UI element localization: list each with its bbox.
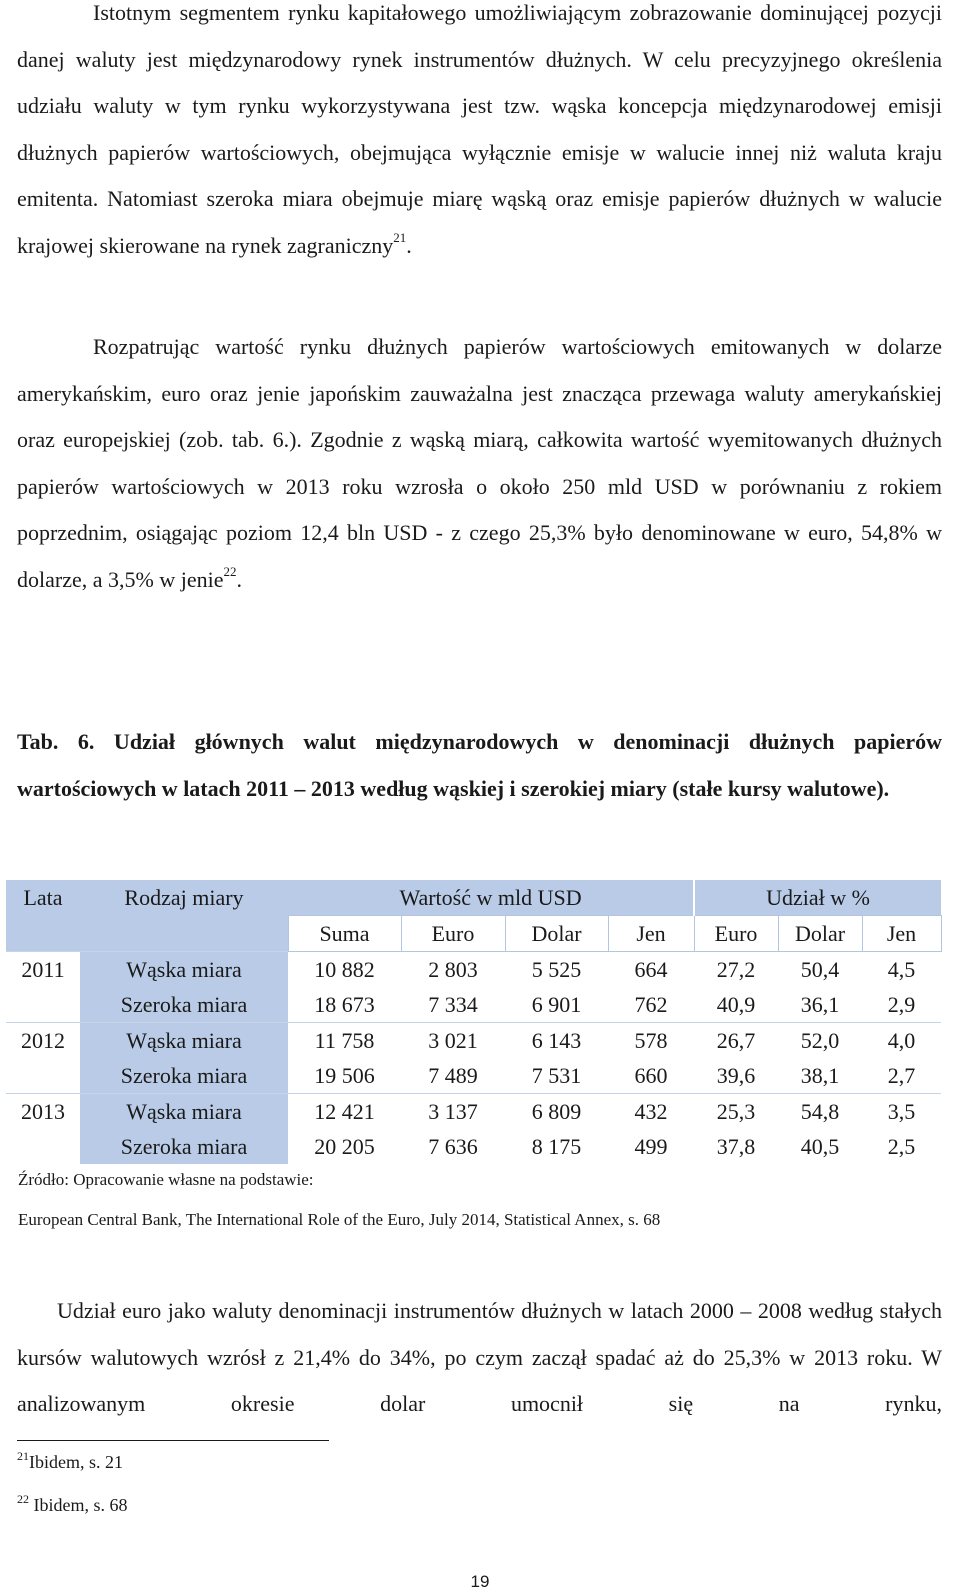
table-row [6,1058,941,1094]
footnote-number: 22 [17,1492,29,1506]
table-cell: 432 [608,1094,694,1130]
table-cell: 7 334 [428,992,478,1017]
table-cell: 2,7 [887,1063,916,1088]
table-cell: 6 143 [505,1023,608,1059]
table-cell: 19 506 [314,1063,375,1088]
table-cell: 660 [634,1063,668,1088]
table-cell: 664 [608,952,694,988]
paragraph-intro [17,0,942,269]
table-source-label: Źródło: Opracowanie własne na podstawie: [18,1170,314,1189]
footnote-text: Ibidem, s. 21 [29,1452,123,1472]
footnote-text: Ibidem, s. 68 [33,1495,128,1515]
table-cell: 40,5 [800,1134,840,1159]
table-cell: 54,8 [778,1094,862,1130]
subheader-cell: Euro [401,916,505,952]
currency-share-table [6,880,942,1164]
header-rodzaj-filler [80,916,288,952]
table-cell: 36,1 [800,992,840,1017]
cell-year [6,1129,80,1164]
table-cell: 12 421 [288,1094,401,1130]
table-cell: 4,0 [862,1023,941,1059]
table-cell: 11 758 [288,1023,401,1059]
header-lata-filler [6,916,80,952]
paragraph-euro-share-text: Udział euro jako waluty denominacji instrumentów dłużnych w latach 2000 – 2008 według stałych kursów walutowych wzrósł z 21,4% do 34%, po czym zaczął spadać aż do 25,3% w 2013 roku. W analizowanym okresie dolar umocnił się na rynku, [17,1298,942,1416]
table-row [6,952,941,988]
cell-year: 2012 [6,1023,80,1059]
cell-measure: Wąska miara [80,1094,288,1130]
table-cell: 26,7 [694,1023,778,1059]
table-cell: 3,5 [862,1094,941,1130]
subheader-cell: Jen [862,916,941,952]
table-cell: 499 [634,1134,668,1159]
cell-year: 2013 [6,1094,80,1130]
table-cell: 6 901 [531,992,582,1017]
paragraph-analysis [17,324,942,603]
footnote-ref-21[interactable]: 21 [393,229,407,245]
table-cell: 50,4 [778,952,862,988]
table-cell: 20 205 [314,1134,375,1159]
table-cell: 2,9 [887,992,916,1017]
table-body [6,952,941,1165]
footnote-21 [17,1449,123,1473]
table-caption: Tab. 6. Udział głównych walut międzynarodowych w denominacji dłużnych papierów wartościowych w latach 2011 – 2013 według wąskiej i szerokiej miary (stałe kursy walutowe). [17,729,942,801]
subheader-cell: Jen [608,916,694,952]
paragraph-intro-tail: . [406,232,412,258]
table-cell: 38,1 [800,1063,840,1088]
table-cell: 7 489 [428,1063,478,1088]
table-cell: 18 673 [314,992,375,1017]
paragraph-intro-text: Istotnym segmentem rynku kapitałowego umożliwiającym zobrazowanie dominującej pozycji danej waluty jest międzynarodowy rynek instrumentów dłużnych. W celu precyzyjnego określenia udziału waluty w tym rynku wykorzystywana jest tzw. wąska koncepcja międzynarodowej emisji dłużnych papierów wartościowych, obejmująca wyłącznie emisje w walucie innej niż waluta kraju emitenta. Natomiast szeroka miara obejmuje miarę wąską oraz emisje papierów dłużnych w walucie krajowej skierowane na rynek zagraniczny [17,0,942,258]
table-cell: 7 531 [531,1063,582,1088]
cell-measure: Wąska miara [80,952,288,988]
table-cell: 37,8 [716,1134,756,1159]
table-cell: 10 882 [288,952,401,988]
cell-measure: Szeroka miara [80,987,288,1023]
page-number: 19 [470,1572,490,1591]
table-row [6,1023,941,1059]
table-cell: 4,5 [862,952,941,988]
cell-year: 2011 [6,952,80,988]
table-row [6,1094,941,1130]
header-wartosc: Wartość w mld USD [288,880,694,916]
table-cell: 7 636 [428,1134,478,1159]
table-cell: 6 809 [505,1094,608,1130]
paragraph-euro-share [17,1288,942,1428]
table-cell: 27,2 [694,952,778,988]
table-cell: 762 [634,992,668,1017]
table-source-reference: European Central Bank, The International Role of the Euro, July 2014, Statistical Annex, s. 68 [18,1210,661,1229]
subheader-cell: Suma [288,916,401,952]
paragraph-analysis-text: Rozpatrując wartość rynku dłużnych papierów wartościowych emitowanych w dolarze amerykańskim, euro oraz jenie japońskim zauważalna jest znacząca przewaga waluty amerykańskiej oraz europejskiej (zob. tab. 6.). Zgodnie z wąską miarą, całkowita wartość wyemitowanych dłużnych papierów wartościowych w 2013 roku wzrosła o około 250 mld USD w porównaniu z rokiem poprzednim, osiągając poziom 12,4 bln USD - z czego 25,3% było denominowane w euro, 54,8% w dolarze, a 3,5% w jenie [17,334,942,592]
table-cell: 5 525 [505,952,608,988]
table-cell: 25,3 [694,1094,778,1130]
subheader-cell: Dolar [778,916,862,952]
cell-measure: Wąska miara [80,1023,288,1059]
cell-measure: Szeroka miara [80,1058,288,1094]
table-cell: 8 175 [531,1134,582,1159]
table-cell: 3 137 [401,1094,505,1130]
table-cell: 52,0 [778,1023,862,1059]
cell-year [6,1058,80,1094]
table-cell: 578 [608,1023,694,1059]
header-rodzaj: Rodzaj miary [80,880,288,916]
table-row [6,1129,941,1164]
table-row [6,987,941,1023]
table-cell: 2,5 [887,1134,916,1159]
cell-measure: Szeroka miara [80,1129,288,1164]
header-lata: Lata [6,880,80,916]
paragraph-analysis-tail: . [236,566,242,592]
table-cell: 2 803 [401,952,505,988]
table-cell: 40,9 [716,992,756,1017]
table-cell: 3 021 [401,1023,505,1059]
header-udzial: Udział w % [694,880,941,916]
subheader-cell: Euro [694,916,778,952]
footnote-number: 21 [17,1449,29,1463]
footnote-22 [17,1492,128,1516]
subheader-cell: Dolar [505,916,608,952]
footnote-separator [17,1440,329,1441]
table-cell: 39,6 [716,1063,756,1088]
footnote-ref-22[interactable]: 22 [223,563,237,579]
cell-year [6,987,80,1023]
